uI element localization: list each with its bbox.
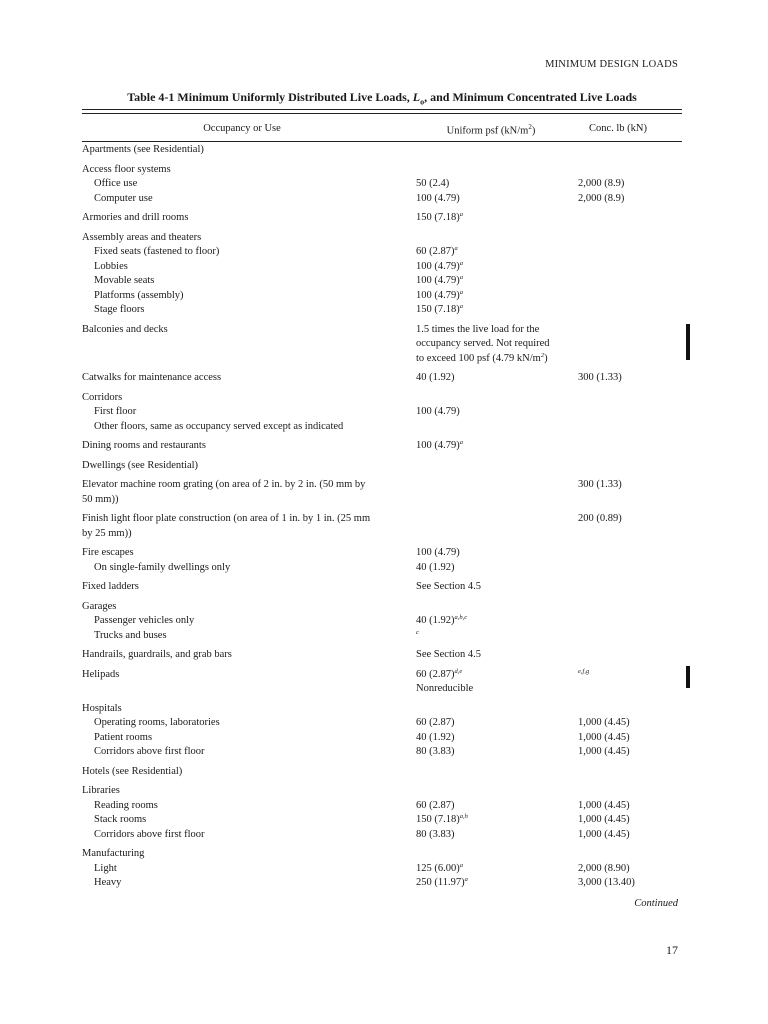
uniform-load-cell (416, 323, 578, 338)
uniform-load-value: 100 (4.79) (416, 192, 460, 204)
table-row (82, 420, 682, 435)
occupancy-cell (82, 682, 416, 697)
concentrated-load-cell (578, 163, 682, 178)
occupancy-cell: by 25 mm)) (82, 527, 132, 539)
table-row (82, 799, 682, 814)
occupancy-cell: Lobbies (94, 260, 128, 272)
occupancy-cell: First floor (94, 406, 137, 417)
concentrated-load-cell (578, 600, 682, 615)
occupancy-cell: 50 mm)) (82, 493, 119, 505)
uniform-load-value: See Section 4.5 (416, 649, 482, 660)
concentrated-load-cell (578, 629, 682, 644)
footnote-marker: a (459, 439, 463, 446)
table-row (82, 459, 682, 474)
uniform-load-value: 60 (2.87) (416, 668, 455, 680)
occupancy-cell: Elevator machine room grating (on area of 2 in. by 2 in. (50 mm by (82, 479, 366, 490)
occupancy-cell: Computer use (94, 192, 153, 204)
occupancy-cell: Finish light floor plate construction (on area of 1 in. by 1 in. (25 mm (82, 513, 371, 524)
concentrated-load-cell (578, 459, 682, 474)
uniform-load-cell (416, 862, 578, 877)
uniform-load-value: 100 (4.79) (416, 406, 460, 417)
table-row (82, 177, 682, 192)
uniform-load-cell (416, 260, 578, 275)
footnote-marker: a (464, 876, 468, 883)
table-row (82, 163, 682, 178)
occupancy-cell: On single-family dwellings only (94, 561, 231, 573)
concentrated-load-value: 1,000 (4.45) (578, 731, 630, 743)
uniform-load-cell (416, 561, 578, 576)
continued-note: Continued (634, 898, 678, 909)
occupancy-cell (82, 352, 416, 367)
concentrated-load-cell (578, 682, 682, 697)
concentrated-load-cell (578, 614, 682, 629)
footnote-marker: a (459, 861, 463, 869)
uniform-load-value: 1.5 times the live load for the (416, 323, 540, 335)
uniform-load-cell (416, 231, 578, 246)
concentrated-load-cell (578, 303, 682, 318)
concentrated-load-cell (578, 143, 682, 158)
occupancy-cell: Libraries (82, 785, 120, 796)
table-row (82, 512, 682, 527)
uniform-load-value: 100 (4.79) (416, 547, 460, 558)
concentrated-load-value: 300 (1.33) (578, 479, 622, 490)
table-title (82, 90, 682, 106)
uniform-load-value: 80 (3.83) (416, 828, 455, 840)
uniform-load-value: 100 (4.79) (416, 440, 460, 451)
uniform-load-value: 150 (7.18) (416, 212, 460, 223)
occupancy-cell: Access floor systems (82, 163, 171, 175)
uniform-load-value: to exceed 100 psf (4.79 kN/m (416, 352, 541, 364)
uniform-load-value: 100 (4.79) (416, 275, 460, 286)
uniform-load-tail: ) (544, 352, 548, 364)
table-row (82, 323, 682, 338)
occupancy-cell: Movable seats (94, 275, 155, 286)
concentrated-load-cell (578, 177, 682, 192)
top-rule (82, 109, 682, 110)
running-head: MINIMUM DESIGN LOADS (545, 59, 678, 70)
concentrated-load-cell (578, 371, 682, 386)
occupancy-cell: Platforms (assembly) (94, 289, 184, 301)
concentrated-load-cell (578, 405, 682, 420)
table-row (82, 813, 682, 828)
concentrated-load-cell (578, 745, 682, 760)
table-row (82, 260, 682, 275)
occupancy-cell: Corridors above first floor (94, 746, 205, 757)
concentrated-load-cell (578, 580, 682, 595)
table-row (82, 682, 682, 697)
occupancy-cell (82, 337, 416, 352)
concentrated-load-cell (578, 876, 682, 891)
uniform-load-value: 60 (2.87) (416, 246, 455, 257)
uniform-load-cell (416, 274, 578, 289)
concentrated-load-value: 1,000 (4.45) (578, 814, 630, 825)
uniform-load-cell (416, 493, 578, 508)
uniform-load-value: 80 (3.83) (416, 746, 455, 757)
uniform-load-value: See Section 4.5 (416, 581, 482, 592)
occupancy-cell: Assembly areas and theaters (82, 231, 202, 243)
occupancy-cell: Operating rooms, laboratories (94, 717, 220, 728)
concentrated-load-cell (578, 784, 682, 799)
occupancy-cell: Patient rooms (94, 731, 153, 743)
table-row (82, 614, 682, 629)
uniform-load-cell (416, 876, 578, 891)
header-occupancy: Occupancy or Use (203, 123, 281, 134)
uniform-load-value: 40 (1.92) (416, 372, 455, 383)
concentrated-load-cell (578, 260, 682, 275)
table-row (82, 731, 682, 746)
concentrated-load-value: 2,000 (8.9) (578, 178, 625, 189)
concentrated-load-cell (578, 211, 682, 226)
concentrated-load-cell (578, 323, 682, 338)
occupancy-cell: Garages (82, 600, 117, 612)
concentrated-load-value: 2,000 (8.90) (578, 862, 630, 874)
occupancy-cell: Handrails, guardrails, and grab bars (82, 649, 232, 660)
table-row (82, 192, 682, 207)
table-row (82, 245, 682, 260)
footnote-marker: a (459, 259, 463, 267)
page-number: 17 (666, 943, 678, 957)
uniform-load-cell (416, 391, 578, 406)
header-uniform (416, 123, 566, 137)
footnote-marker: a,b,c (454, 614, 468, 621)
table-row (82, 702, 682, 717)
concentrated-load-cell (578, 493, 682, 508)
uniform-load-value: occupancy served. Not required (416, 338, 550, 349)
uniform-load-cell (416, 702, 578, 717)
concentrated-load-cell (578, 668, 682, 683)
table-row (82, 527, 682, 542)
table-row (82, 143, 682, 158)
uniform-load-cell (416, 682, 578, 697)
occupancy-cell: Other floors, same as occupancy served except as indicated (94, 420, 344, 432)
uniform-load-cell (416, 478, 578, 493)
concentrated-load-cell (578, 231, 682, 246)
uniform-load-cell (416, 459, 578, 474)
concentrated-load-cell (578, 828, 682, 843)
uniform-load-cell (416, 303, 578, 318)
occupancy-cell: Balconies and decks (82, 323, 168, 335)
uniform-load-cell (416, 813, 578, 828)
concentrated-load-cell (578, 289, 682, 304)
occupancy-cell: Dining rooms and restaurants (82, 440, 206, 451)
uniform-load-cell (416, 614, 578, 629)
uniform-load-cell (416, 512, 578, 527)
occupancy-cell: Fixed ladders (82, 581, 139, 592)
occupancy-cell: Stack rooms (94, 814, 147, 825)
table-row (82, 211, 682, 226)
table-row (82, 439, 682, 454)
occupancy-cell: Hotels (see Residential) (82, 765, 183, 777)
table-body (82, 142, 682, 891)
uniform-load-value: 125 (6.00) (416, 862, 460, 874)
occupancy-cell: Corridors (82, 391, 123, 403)
table-row (82, 478, 682, 493)
occupancy-cell: Fire escapes (82, 547, 134, 558)
table-row (82, 600, 682, 615)
uniform-load-cell (416, 847, 578, 862)
occupancy-cell: Passenger vehicles only (94, 615, 195, 626)
occupancy-cell: Dwellings (see Residential) (82, 459, 199, 471)
footnote-marker: d,e (454, 667, 463, 675)
uniform-load-cell (416, 668, 578, 683)
title-symbol: L (412, 90, 421, 104)
table-row (82, 303, 682, 318)
uniform-load-value: 100 (4.79) (416, 260, 460, 272)
occupancy-cell: Catwalks for maintenance access (82, 372, 222, 383)
table-row (82, 289, 682, 304)
uniform-load-cell (416, 716, 578, 731)
uniform-load-cell (416, 629, 578, 644)
uniform-load-cell (416, 799, 578, 814)
concentrated-load-value: 200 (0.89) (578, 513, 622, 524)
table-row (82, 352, 682, 367)
uniform-load-cell (416, 163, 578, 178)
footnote-marker: a (459, 303, 463, 310)
footnote-marker: 2 (540, 351, 545, 359)
footnote-marker: e,f,g (578, 667, 590, 675)
concentrated-load-cell (578, 391, 682, 406)
occupancy-cell: Helipads (82, 668, 120, 680)
concentrated-load-cell (578, 716, 682, 731)
uniform-load-value: 150 (7.18) (416, 304, 460, 315)
change-bar (686, 666, 690, 688)
top-rule-second (82, 113, 682, 114)
occupancy-cell: Reading rooms (94, 799, 158, 811)
concentrated-load-value: 2,000 (8.9) (578, 192, 625, 204)
concentrated-load-cell (578, 192, 682, 207)
uniform-load-cell (416, 580, 578, 595)
uniform-load-cell (416, 784, 578, 799)
uniform-load-value: 50 (2.4) (416, 178, 450, 189)
uniform-load-value: 60 (2.87) (416, 717, 455, 728)
header-uniform-sup: 2 (528, 123, 532, 131)
concentrated-load-cell (578, 847, 682, 862)
footnote-marker: a,h (459, 813, 468, 820)
footnote-marker: a (459, 288, 463, 296)
concentrated-load-cell (578, 527, 682, 542)
concentrated-load-cell (578, 799, 682, 814)
table-row (82, 231, 682, 246)
uniform-load-cell (416, 527, 578, 542)
title-suffix: , and Minimum Concentrated Live Loads (424, 90, 637, 104)
title-symbol-sub: o (420, 97, 425, 107)
concentrated-load-cell (578, 274, 682, 289)
uniform-load-cell (416, 352, 578, 367)
uniform-load-cell (416, 745, 578, 760)
concentrated-load-value: 1,000 (4.45) (578, 799, 630, 811)
uniform-load-cell (416, 600, 578, 615)
table-row (82, 648, 682, 663)
uniform-load-cell (416, 420, 578, 435)
uniform-load-cell (416, 211, 578, 226)
concentrated-load-cell (578, 439, 682, 454)
uniform-load-value: 40 (1.92) (416, 615, 455, 626)
table-row (82, 561, 682, 576)
uniform-load-value: 40 (1.92) (416, 731, 455, 743)
concentrated-load-value: 1,000 (4.45) (578, 746, 630, 757)
uniform-load-cell (416, 546, 578, 561)
uniform-load-cell (416, 828, 578, 843)
table-row (82, 876, 682, 891)
table-row (82, 668, 682, 683)
table-row (82, 784, 682, 799)
table-row (82, 629, 682, 644)
uniform-load-value: Nonreducible (416, 683, 474, 694)
table-row (82, 493, 682, 508)
table-row (82, 828, 682, 843)
concentrated-load-cell (578, 352, 682, 367)
table-row (82, 546, 682, 561)
occupancy-cell: Fixed seats (fastened to floor) (94, 246, 220, 257)
concentrated-load-cell (578, 546, 682, 561)
uniform-load-value: 40 (1.92) (416, 561, 455, 573)
table-row (82, 862, 682, 877)
uniform-load-cell (416, 143, 578, 158)
uniform-load-cell (416, 648, 578, 663)
occupancy-cell: Office use (94, 178, 138, 189)
occupancy-cell: Armories and drill rooms (82, 212, 189, 223)
uniform-load-cell (416, 765, 578, 780)
concentrated-load-cell (578, 765, 682, 780)
footnote-marker: c (416, 628, 419, 636)
concentrated-load-cell (578, 245, 682, 260)
uniform-load-cell (416, 192, 578, 207)
concentrated-load-cell (578, 561, 682, 576)
uniform-load-cell (416, 731, 578, 746)
table-row (82, 765, 682, 780)
table-row (82, 371, 682, 386)
concentrated-load-cell (578, 813, 682, 828)
uniform-load-value: 250 (11.97) (416, 877, 465, 888)
concentrated-load-cell (578, 337, 682, 352)
table-row (82, 745, 682, 760)
uniform-load-cell (416, 245, 578, 260)
occupancy-cell: Light (94, 862, 117, 874)
header-concentrated: Conc. lb (kN) (588, 123, 648, 134)
concentrated-load-cell (578, 478, 682, 493)
footnote-marker: a (459, 274, 463, 281)
uniform-load-cell (416, 405, 578, 420)
uniform-load-value: 150 (7.18) (416, 814, 460, 825)
occupancy-cell: Corridors above first floor (94, 828, 205, 840)
concentrated-load-value: 3,000 (13.40) (578, 877, 635, 888)
change-bar (686, 324, 690, 360)
table-row (82, 716, 682, 731)
table-row (82, 847, 682, 862)
table-row (82, 337, 682, 352)
occupancy-cell: Heavy (94, 877, 122, 888)
occupancy-cell: Manufacturing (82, 848, 145, 859)
uniform-load-cell (416, 371, 578, 386)
occupancy-cell: Stage floors (94, 304, 145, 315)
title-prefix: Table 4-1 Minimum Uniformly Distributed Live Loads, (127, 90, 413, 104)
uniform-load-value: 60 (2.87) (416, 799, 455, 811)
footnote-marker: a (454, 245, 458, 252)
uniform-load-value: 100 (4.79) (416, 289, 460, 301)
table-row (82, 391, 682, 406)
uniform-load-cell (416, 177, 578, 192)
uniform-load-cell (416, 289, 578, 304)
table-row (82, 580, 682, 595)
concentrated-load-cell (578, 420, 682, 435)
footnote-marker: a (459, 211, 463, 218)
concentrated-load-cell (578, 648, 682, 663)
uniform-load-cell (416, 439, 578, 454)
concentrated-load-cell (578, 731, 682, 746)
concentrated-load-value: 1,000 (4.45) (578, 717, 630, 728)
table-row (82, 274, 682, 289)
occupancy-cell: Trucks and buses (94, 629, 167, 641)
concentrated-load-cell (578, 702, 682, 717)
occupancy-cell: Hospitals (82, 702, 122, 714)
header-uniform-end: ) (531, 125, 536, 137)
concentrated-load-value: 1,000 (4.45) (578, 828, 630, 840)
table-row (82, 405, 682, 420)
occupancy-cell: Apartments (see Residential) (82, 144, 204, 155)
concentrated-load-value: 300 (1.33) (578, 372, 622, 383)
concentrated-load-cell (578, 512, 682, 527)
concentrated-load-cell (578, 862, 682, 877)
uniform-load-cell (416, 337, 578, 352)
header-uniform-text: Uniform psf (kN/m (446, 125, 529, 137)
